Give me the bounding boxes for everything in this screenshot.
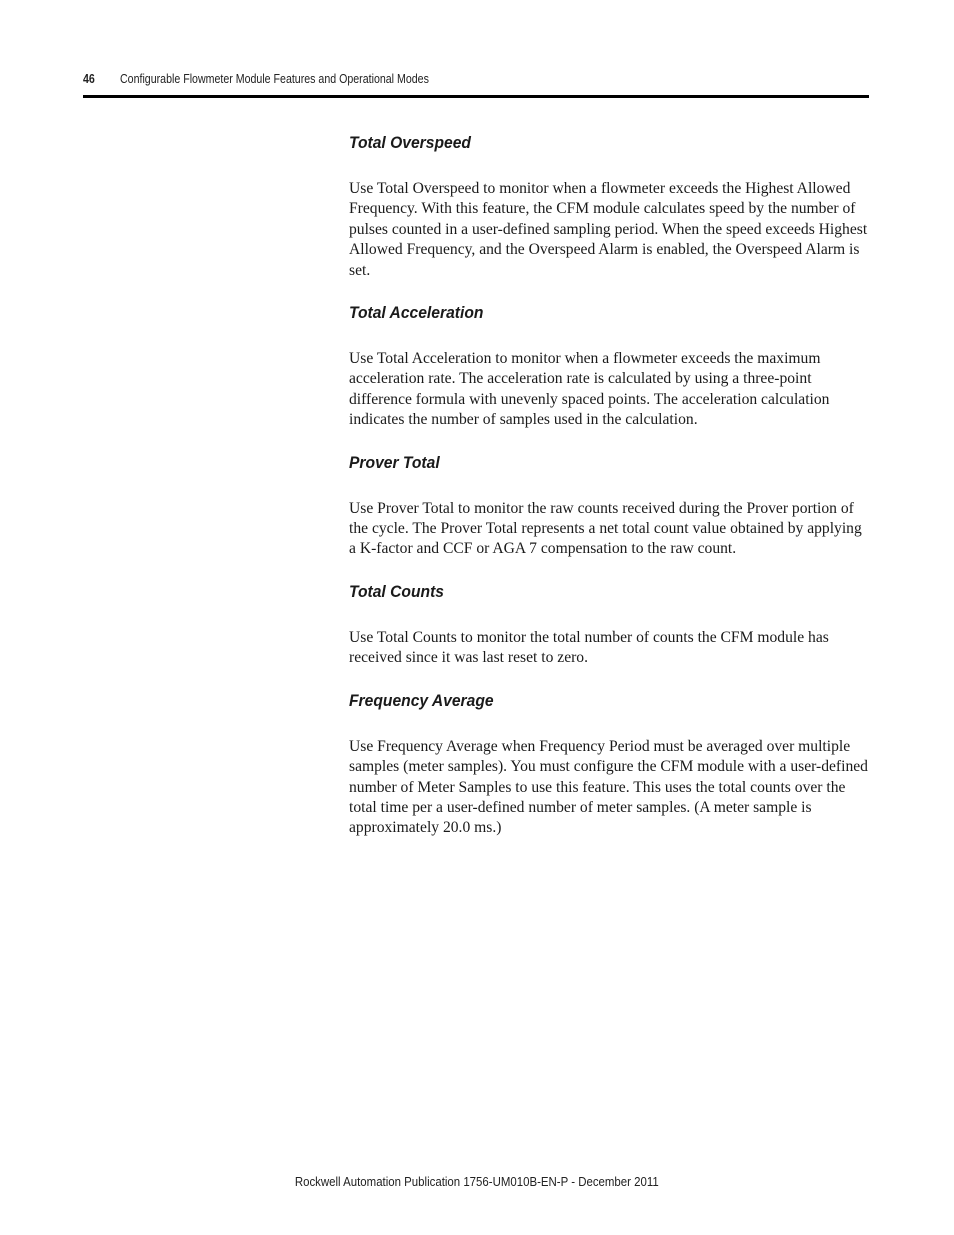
page-footer <box>0 1174 954 1189</box>
header-divider <box>83 95 869 98</box>
section-heading-total-acceleration: Total Acceleration <box>349 303 484 323</box>
page-number: 46 <box>83 72 95 86</box>
section-body-frequency-average: Use Frequency Average when Frequency Period must be averaged over multiple samples (meter samples). You must configure the CFM module with a user-defined number of Meter Samples to use this feature. This uses the total counts over the total time per a user-defined number of meter samples. (A meter sample is approximately 20.0 ms.) <box>349 737 868 837</box>
running-header-title: Configurable Flowmeter Module Features and Operational Modes <box>120 72 429 86</box>
section-body-prover-total: Use Prover Total to monitor the raw counts received during the Prover portion of the cycle. The Prover Total represents a net total count value obtained by applying a K-factor and CCF or AGA 7 compensation to the raw count. <box>349 499 862 558</box>
section-heading-frequency-average: Frequency Average <box>349 690 494 710</box>
main-content <box>349 130 869 839</box>
publication-info: Rockwell Automation Publication 1756-UM010B-EN-P - December 2011 <box>295 1174 659 1189</box>
page-header <box>83 72 869 90</box>
section-body-total-overspeed: Use Total Overspeed to monitor when a flowmeter exceeds the Highest Allowed Frequency. With this feature, the CFM module calculates speed by the number of pulses counted in a user-defined sampling period. When the speed exceeds Highest Allowed Frequency, and the Overspeed Alarm is enabled, the Overspeed Alarm is set. <box>349 180 868 279</box>
section-heading-total-overspeed: Total Overspeed <box>349 133 471 152</box>
section-heading-total-counts: Total Counts <box>349 581 444 601</box>
section-body-total-counts: Use Total Counts to monitor the total number of counts the CFM module has received since it was last reset to zero. <box>349 628 829 667</box>
section-heading-prover-total: Prover Total <box>349 452 440 472</box>
section-body-total-acceleration: Use Total Acceleration to monitor when a flowmeter exceeds the maximum acceleration rate. The acceleration rate is calculated by using a three-point difference formula with unevenly spaced points. The acceleration calculation indicates the number of samples used in the calculation. <box>349 350 830 429</box>
